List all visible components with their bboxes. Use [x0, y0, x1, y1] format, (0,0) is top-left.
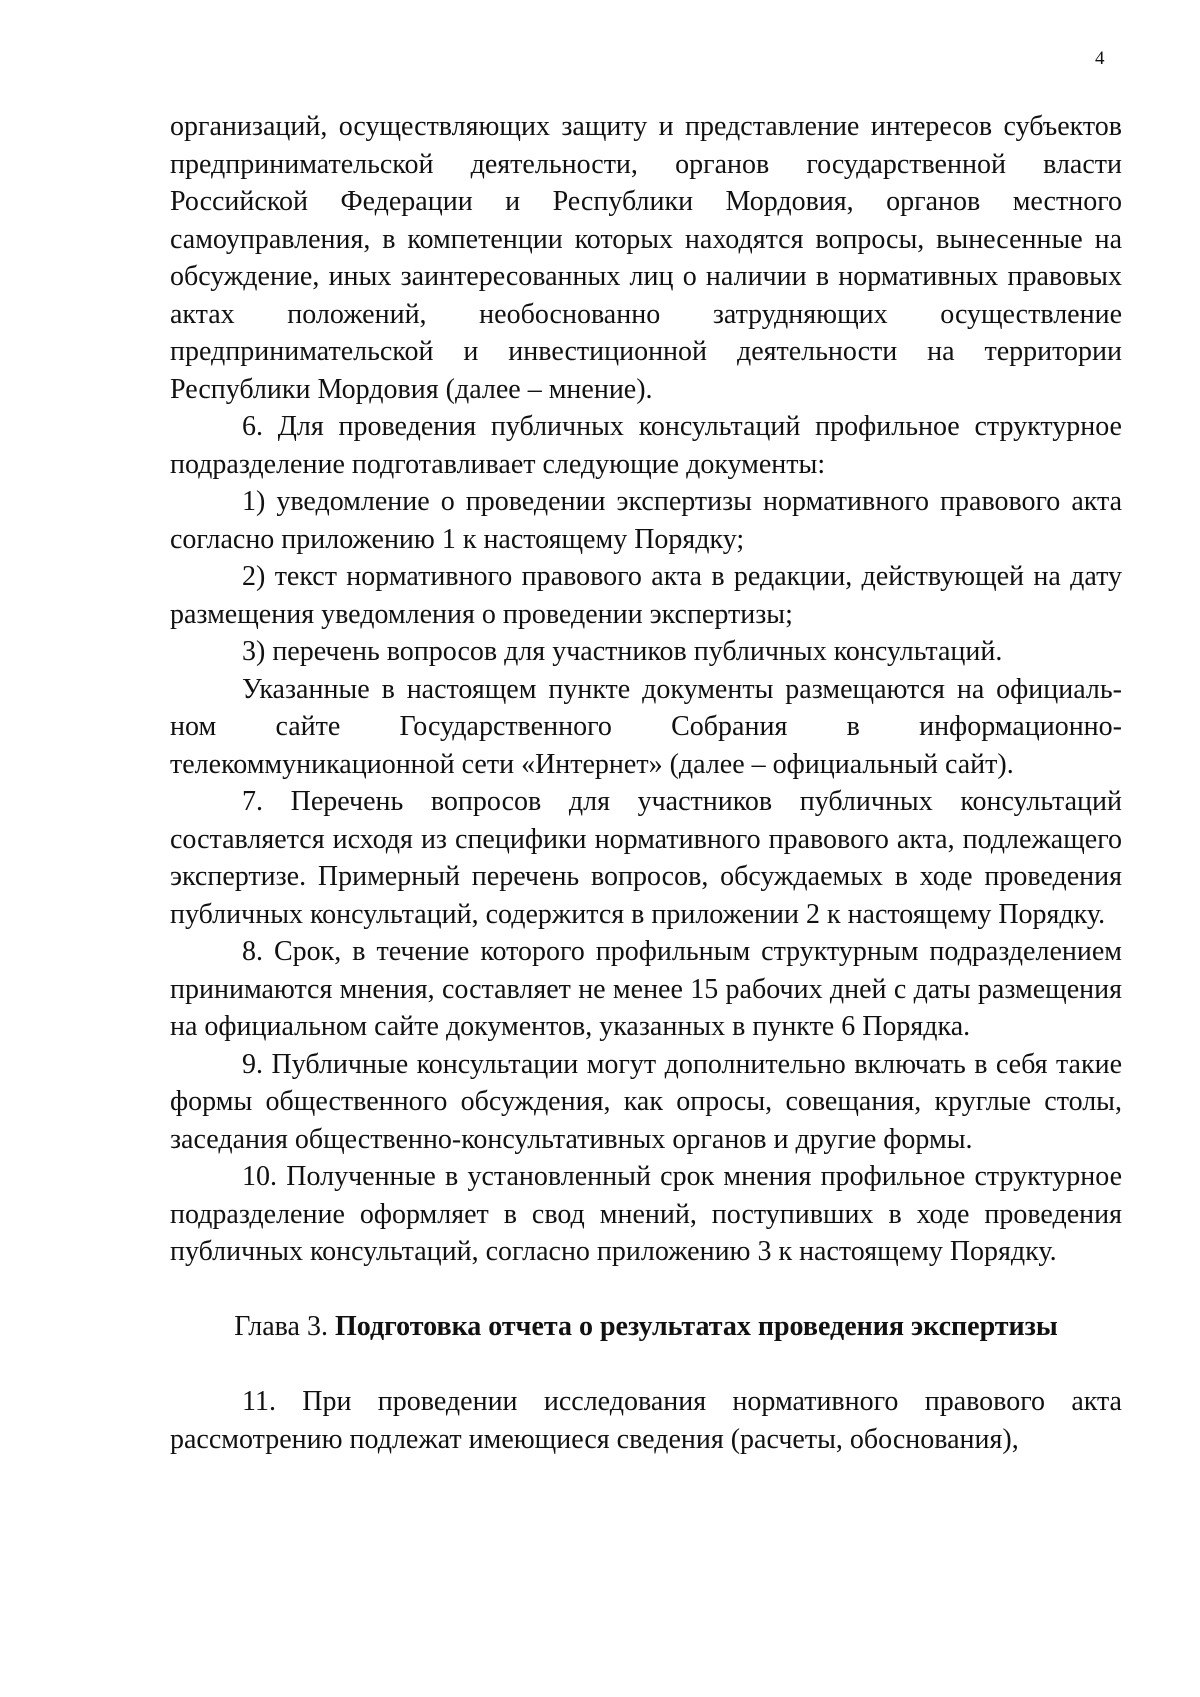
- page-number: 4: [1095, 48, 1105, 69]
- paragraph-7: 7. Перечень вопросов для участников публичных консультаций составляется исходя из специфики нормативного правового акта, подлежащего экспертизе. Примерный перечень вопросов, обсуждаемых в ходе проведения публичных консультаций, содержится в приложении 2 к настоящему Порядку.: [170, 786, 1122, 930]
- chapter-title: Подготовка отчета о результатах проведения экспертизы: [334, 1311, 1058, 1342]
- paragraph-9: 9. Публичные консультации могут дополнительно включать в себя такие формы общественного обсуждения, как опросы, совещания, круглые столы, заседания общественно-консультативных органов и другие формы.: [170, 1048, 1122, 1155]
- document-body: [170, 108, 1122, 1458]
- paragraph-6: 6. Для проведения публичных консультаций профильное структурное подразделение подготавливает следующие документы:: [170, 411, 1122, 480]
- paragraph-6-note: Указанные в настоящем пункте документы размещаются на официальном сайте Государственного Собрания в информационно-телекоммуникационной сети «Интернет» (далее – официальный сайт).: [170, 673, 1122, 780]
- paragraph-6-item-2: 2) текст нормативного правового акта в редакции, действующей на дату размещения уведомления о проведении экспертизы;: [170, 561, 1122, 630]
- paragraph-continuation: организаций, осуществляющих защиту и представление интересов субъектов предпринимательской деятельности, органов государственной власти Российской Федерации и Республики Мордовия, органов местного самоуправления, в компетенции которых находятся вопросы, вынесенные на обсуждение, иных заинтересованных лиц о наличии в нормативных правовых актах положений, необоснованно затрудняющих осуществление предпринимательской и инвестиционной деятельности на территории Республики Мордовия (далее – мнение).: [170, 111, 1122, 405]
- chapter-prefix: Глава 3.: [234, 1311, 328, 1342]
- paragraph-6-item-1: 1) уведомление о проведении экспертизы нормативного правового акта согласно приложению 1 к настоящему Порядку;: [170, 486, 1122, 555]
- paragraph-8: 8. Срок, в течение которого профильным структурным подразделением принимаются мнения, составляет не менее 15 рабочих дней с даты размещения на официальном сайте документов, указанных в пункте 6 Порядка.: [170, 936, 1122, 1042]
- paragraph-11: 11. При проведении исследования нормативного правового акта рассмотрению подлежат имеющиеся сведения (расчеты, обоснования),: [170, 1386, 1122, 1455]
- chapter-heading: [170, 1308, 1122, 1346]
- paragraph-10: 10. Полученные в установленный срок мнения профильное структурное подразделение оформляет в свод мнений, поступивших в ходе проведения публичных консультаций, согласно приложению 3 к настоящему Порядку.: [170, 1161, 1122, 1267]
- paragraph-6-item-3: 3) перечень вопросов для участников публичных консультаций.: [242, 636, 1003, 667]
